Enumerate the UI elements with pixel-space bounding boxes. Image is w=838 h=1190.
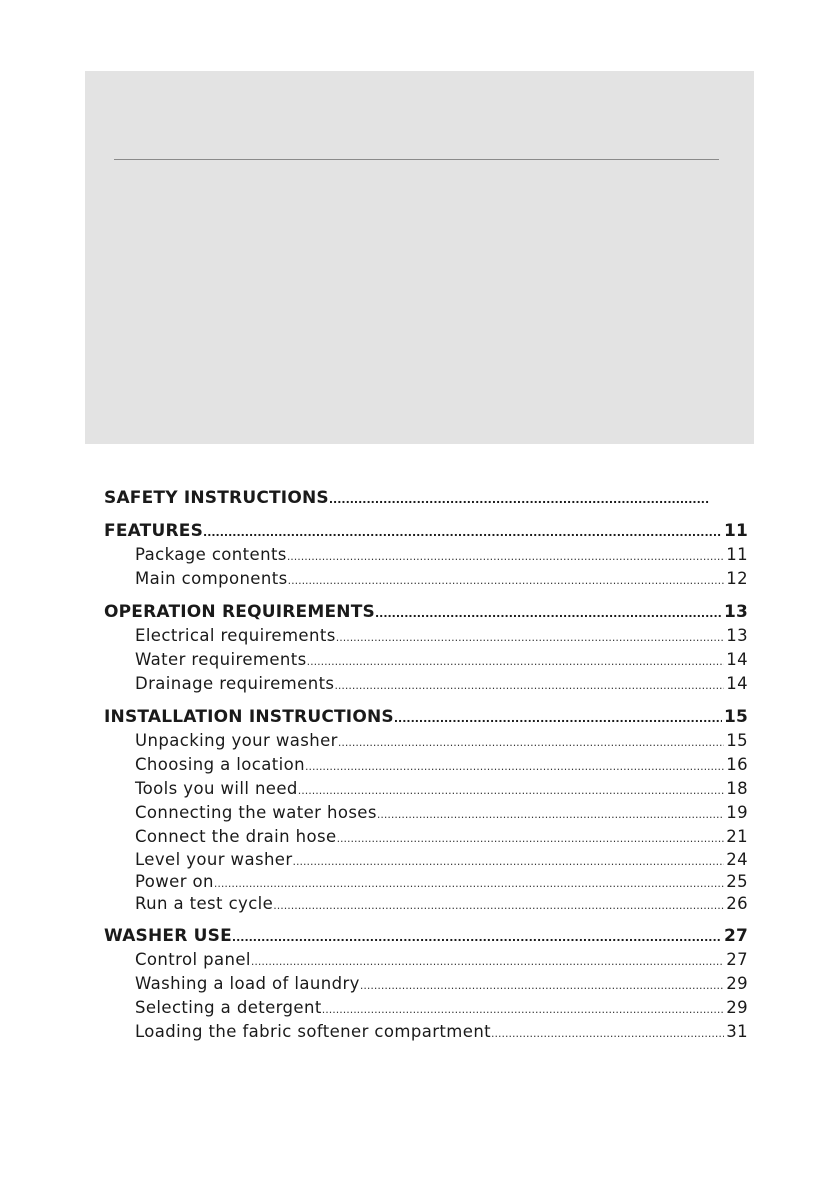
toc-page-number: 25: [726, 872, 748, 891]
toc-item-title: Level your washer: [135, 850, 293, 869]
toc-page-number: 27: [723, 926, 748, 946]
leader-dots: [338, 729, 724, 753]
toc-item[interactable]: [104, 753, 748, 777]
toc-item[interactable]: [104, 543, 748, 567]
header-divider: [114, 159, 719, 160]
toc-page-number: 31: [726, 1022, 748, 1041]
leader-dots: [203, 519, 722, 543]
toc-item[interactable]: [104, 729, 748, 753]
leader-dots: [336, 624, 725, 648]
toc-page-number: 21: [726, 827, 748, 846]
leader-dots: [307, 648, 725, 672]
leader-dots: [273, 893, 724, 915]
leader-dots: [360, 972, 724, 996]
toc-page-number: 14: [726, 650, 748, 669]
toc-page-number: 15: [723, 707, 748, 727]
toc-page-number: 29: [726, 974, 748, 993]
toc-item-title: Main components: [135, 569, 288, 588]
toc-section-features[interactable]: [104, 519, 748, 543]
toc-page-number: 14: [726, 674, 748, 693]
toc-page-number: 19: [726, 803, 748, 822]
toc-page-number: 13: [726, 626, 748, 645]
toc-item[interactable]: [104, 825, 748, 849]
toc-item[interactable]: [104, 849, 748, 871]
toc-section-title: WASHER USE: [104, 926, 232, 946]
toc-item[interactable]: [104, 972, 748, 996]
toc-section-title: OPERATION REQUIREMENTS: [104, 602, 375, 622]
toc-page-number: 16: [726, 755, 748, 774]
leader-dots: [232, 924, 722, 948]
leader-dots: [287, 543, 724, 567]
leader-dots: [329, 486, 709, 510]
leader-dots: [394, 705, 722, 729]
leader-dots: [288, 567, 725, 591]
toc-item[interactable]: [104, 777, 748, 801]
toc-page-number: 12: [726, 569, 748, 588]
toc-item[interactable]: [104, 871, 748, 893]
toc-item[interactable]: [104, 648, 748, 672]
toc-item[interactable]: [104, 996, 748, 1020]
toc-section-title: INSTALLATION INSTRUCTIONS: [104, 707, 394, 727]
leader-dots: [251, 948, 724, 972]
toc-section-title: SAFETY INSTRUCTIONS: [104, 488, 329, 508]
toc-item[interactable]: [104, 801, 748, 825]
leader-dots: [298, 777, 724, 801]
toc-item-title: Power on: [135, 872, 214, 891]
toc-item-title: Control panel: [135, 950, 251, 969]
toc-section-operation-requirements[interactable]: [104, 600, 748, 624]
toc-section-installation[interactable]: [104, 705, 748, 729]
leader-dots: [322, 996, 724, 1020]
toc-item[interactable]: [104, 1020, 748, 1044]
leader-dots: [337, 825, 725, 849]
toc-page-number: 24: [726, 850, 748, 869]
toc-item-title: Electrical requirements: [135, 626, 336, 645]
toc-item-title: Package contents: [135, 545, 287, 564]
toc-page-number: 27: [726, 950, 748, 969]
toc-page-number: 11: [723, 521, 748, 541]
toc-item-title: Unpacking your washer: [135, 731, 338, 750]
toc-item-title: Washing a load of laundry: [135, 974, 360, 993]
toc-item-title: Selecting a detergent: [135, 998, 322, 1017]
leader-dots: [334, 672, 724, 696]
toc-item-title: Drainage requirements: [135, 674, 335, 693]
toc-page-number: 15: [726, 731, 748, 750]
leader-dots: [305, 753, 724, 777]
toc-page-number: 13: [723, 602, 748, 622]
leader-dots: [214, 871, 724, 893]
toc-page-number: 29: [726, 998, 748, 1017]
toc-section-title: FEATURES: [104, 521, 204, 541]
leader-dots: [491, 1020, 724, 1044]
leader-dots: [375, 600, 722, 624]
header-panel: [85, 71, 754, 444]
toc-item-title: Run a test cycle: [135, 894, 274, 913]
toc-item-title: Water requirements: [135, 650, 307, 669]
toc-section-washer-use[interactable]: [104, 924, 748, 948]
toc-item-title: Choosing a location: [135, 755, 305, 774]
leader-dots: [293, 849, 725, 871]
toc-item-title: Tools you will need: [135, 779, 298, 798]
toc-page-number: 11: [726, 545, 748, 564]
toc-item-title: Connect the drain hose: [135, 827, 337, 846]
toc-item[interactable]: [104, 948, 748, 972]
toc-page-number: 26: [726, 894, 748, 913]
toc-item[interactable]: [104, 567, 748, 591]
toc-item[interactable]: [104, 893, 748, 915]
leader-dots: [377, 801, 724, 825]
toc-item[interactable]: [104, 624, 748, 648]
toc-item-title: Loading the fabric softener compartment: [135, 1022, 492, 1041]
table-of-contents: [104, 486, 748, 1044]
toc-page-number: 18: [726, 779, 748, 798]
toc-item-title: Connecting the water hoses: [135, 803, 377, 822]
toc-section-safety[interactable]: [104, 486, 748, 510]
toc-item[interactable]: [104, 672, 748, 696]
